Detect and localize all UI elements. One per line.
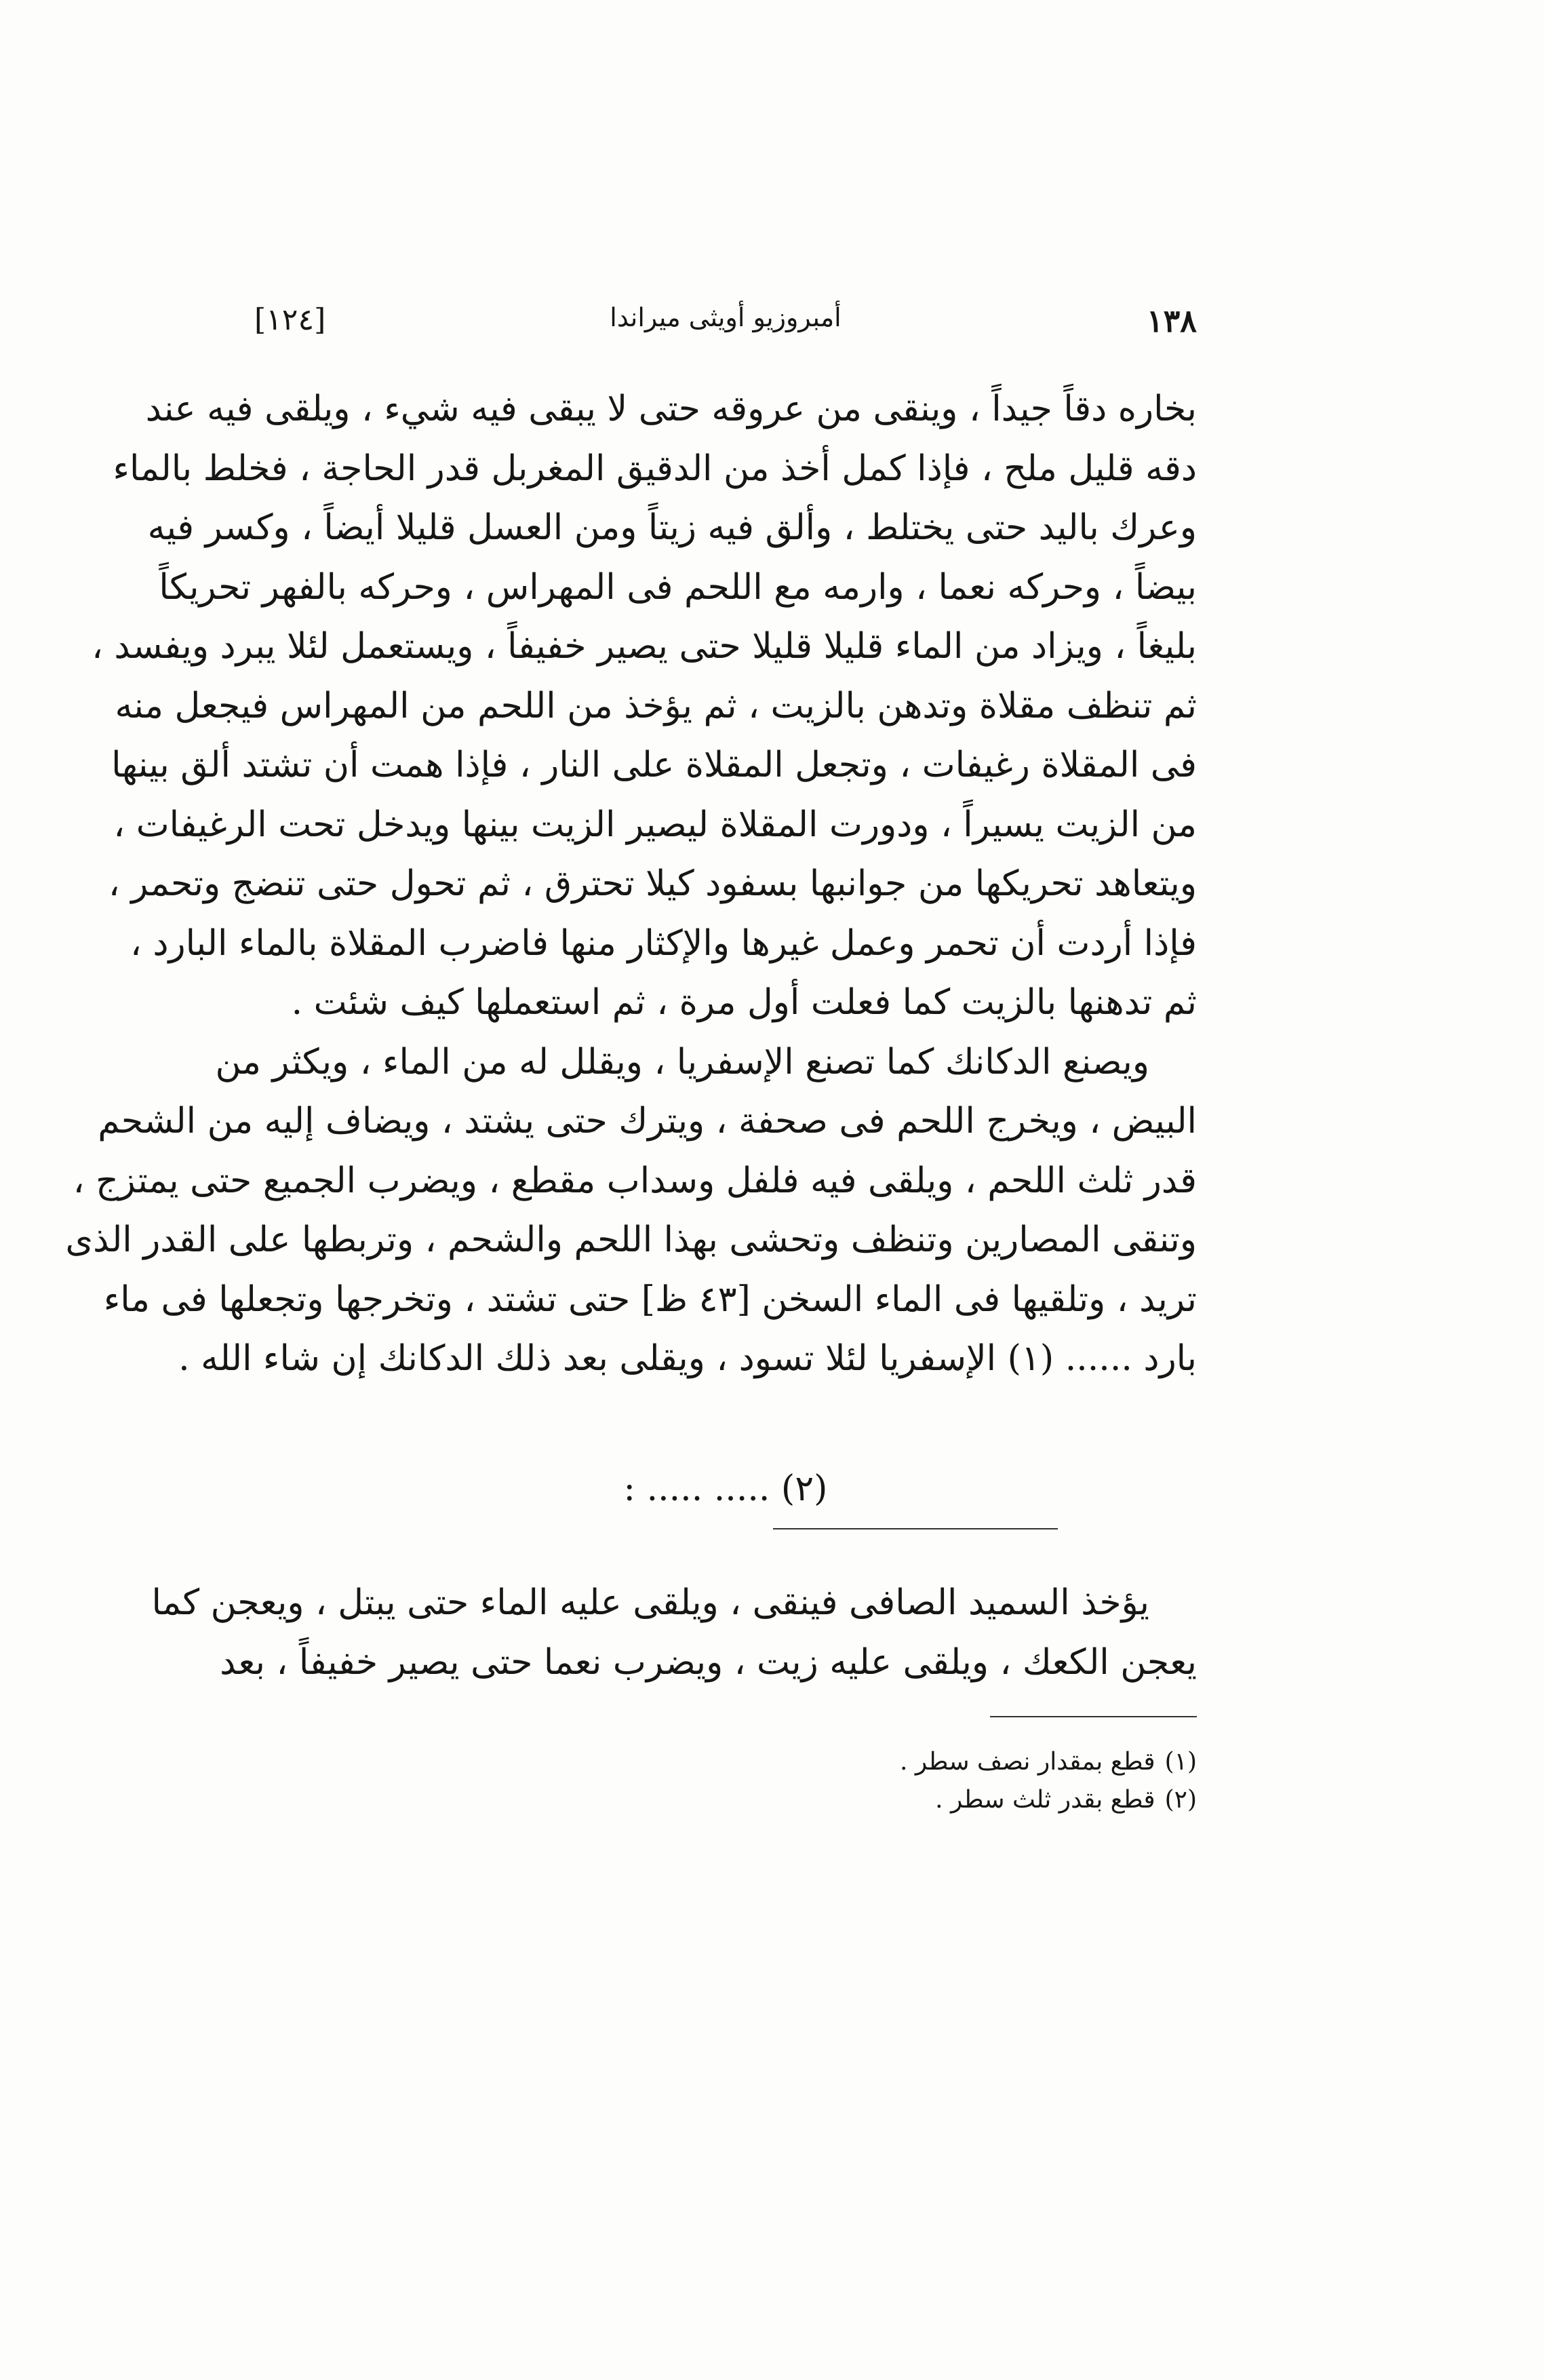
- footnote: [254, 1743, 1197, 1781]
- main-text: [65, 380, 1197, 1389]
- folio-reference: [١٢٤]: [254, 303, 326, 337]
- text-line: ثم تدهنها بالزيت كما فعلت أول مرة ، ثم استعملها كيف شئت .: [291, 982, 1197, 1023]
- footnote-rule: [990, 1716, 1197, 1717]
- text-line: تريد ، وتلقيها فى الماء السخن [٤٣ ظ] حتى تشتد ، وتخرجها وتجعلها فى ماء: [103, 1279, 1197, 1320]
- text-line: بيضاً ، وحركه نعما ، وارمه مع اللحم فى المهراس ، وحركه بالفهر تحريكاً: [159, 566, 1197, 608]
- footnote-text: قطع بمقدار نصف سطر .: [900, 1748, 1155, 1776]
- second-section-text: [151, 1574, 1197, 1692]
- footnote-text: قطع بقدر ثلث سطر .: [935, 1786, 1155, 1814]
- text-line: دقه قليل ملح ، فإذا كمل أخذ من الدقيق المغربل قدر الحاجة ، فخلط بالماء: [113, 448, 1197, 489]
- running-title: أمبروزيو أويثى ميراندا: [610, 303, 842, 332]
- text-line: فى المقلاة رغيفات ، وتجعل المقلاة على النار ، فإذا همت أن تشتد ألق بينها: [111, 745, 1197, 785]
- section-heading: [254, 1468, 1197, 1509]
- text-line: ويصنع الدكانك كما تصنع الإسفريا ، ويقلل له من الماء ، ويكثر من: [215, 1041, 1149, 1082]
- text-line: ويتعاهد تحريكها من جوانبها بسفود كيلا تحترق ، ثم تحول حتى تنضج وتحمر ،: [108, 863, 1197, 904]
- text-line: من الزيت يسيراً ، ودورت المقلاة ليصير الزيت بينها ويدخل تحت الرغيفات ،: [113, 804, 1197, 845]
- footnote-mark: (١): [1164, 1748, 1197, 1776]
- page-header: [254, 298, 1197, 346]
- text-line: يؤخذ السميد الصافى فينقى ، ويلقى عليه الماء حتى يبتل ، ويعجن كما: [151, 1582, 1149, 1623]
- section-heading-text: (٢) ..... ..... :: [623, 1468, 828, 1509]
- footnotes: [254, 1743, 1197, 1819]
- text-line: بليغاً ، ويزاد من الماء قليلا قليلا حتى يصير خفيفاً ، ويستعمل لئلا يبرد ويفسد ،: [92, 626, 1197, 667]
- text-line: وتنقى المصارين وتنظف وتحشى بهذا اللحم والشحم ، وتربطها على القدر الذى: [65, 1220, 1197, 1260]
- footnote-mark: (٢): [1164, 1786, 1197, 1814]
- text-line: يعجن الكعك ، ويلقى عليه زيت ، ويضرب نعما حتى يصير خفيفاً ، بعد: [220, 1641, 1197, 1683]
- text-line: بخاره دقاً جيداً ، وينقى من عروقه حتى لا يبقى فيه شيء ، ويلقى فيه عند: [145, 389, 1197, 429]
- page-number: ١٣٨: [1146, 303, 1197, 339]
- footnote: [254, 1781, 1197, 1819]
- text-line: ثم تنظف مقلاة وتدهن بالزيت ، ثم يؤخذ من اللحم من المهراس فيجعل منه: [115, 685, 1197, 726]
- text-line: البيض ، ويخرج اللحم فى صحفة ، ويترك حتى يشتد ، ويضاف إليه من الشحم: [98, 1101, 1197, 1142]
- text-line: قدر ثلث اللحم ، ويلقى فيه فلفل وسداب مقطع ، ويضرب الجميع حتى يمتزج ،: [73, 1160, 1197, 1201]
- text-line: وعرك باليد حتى يختلط ، وألق فيه زيتاً ومن العسل قليلا أيضاً ، وكسر فيه: [147, 507, 1197, 548]
- text-line: فإذا أردت أن تحمر وعمل غيرها والإكثار منها فاضرب المقلاة بالماء البارد ،: [130, 922, 1197, 964]
- heading-rule: [773, 1528, 1058, 1529]
- text-line: بارد ...... (١) الإسفريا لئلا تسود ، ويقلى بعد ذلك الدكانك إن شاء الله .: [178, 1338, 1197, 1379]
